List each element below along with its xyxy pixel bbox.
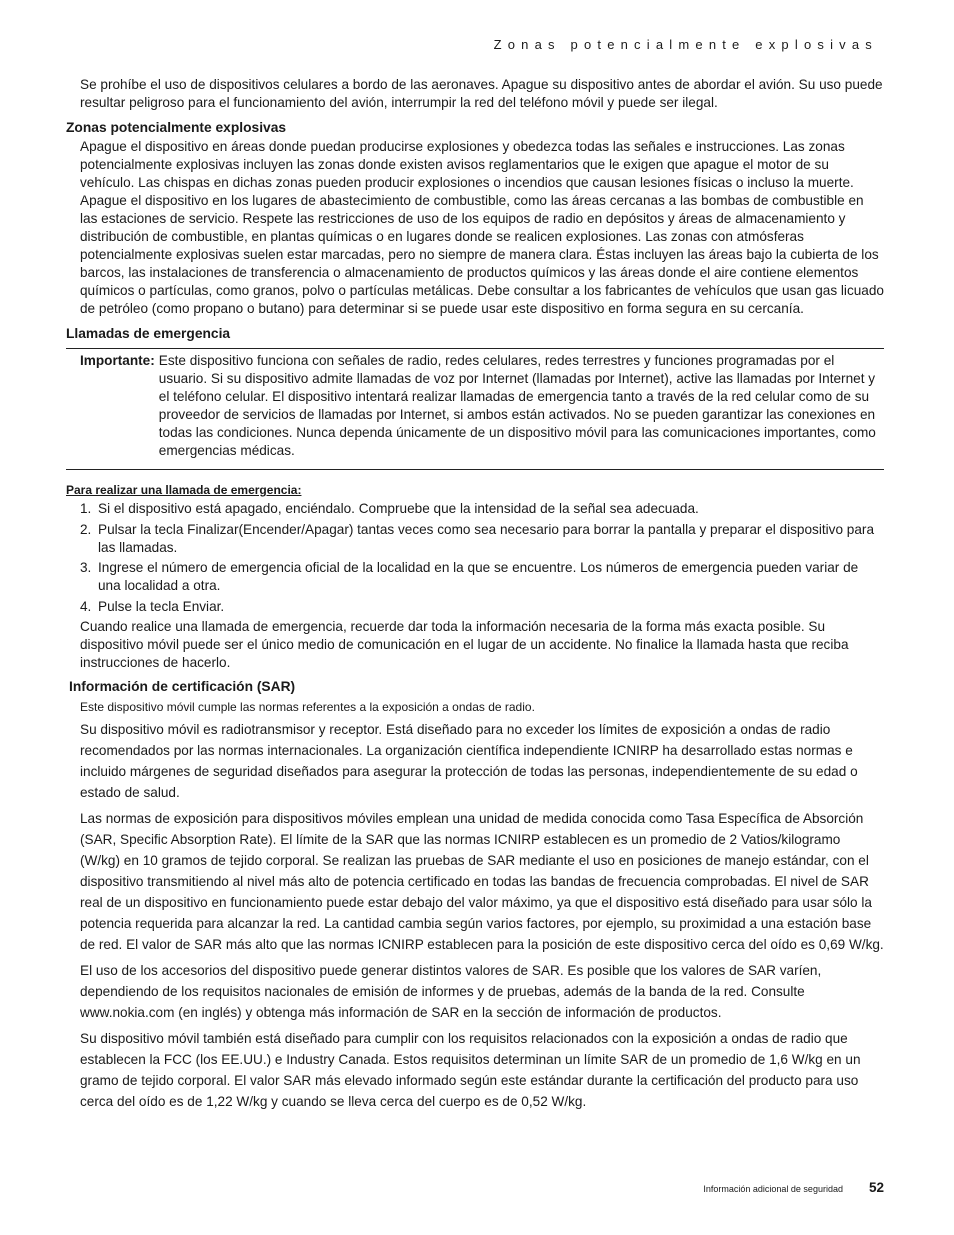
important-text: Este dispositivo funciona con señales de radio, redes celulares, redes terrestres y funciones programadas por el usuario. Si su dispositivo admite llamadas de voz por Internet (llamadas por Internet), active las llamadas por Internet y el teléfono celular. El dispositivo intentará realizar llamadas de emergencia tanto a través de la red celular como de su proveedor de servicios de llamadas por Internet, si ambos están activados. No se pueden garantizar las conexiones en todas las condiciones. Nunca dependa únicamente de un dispositivo móvil para las comunicaciones importantes, como emergencias médicas. [158, 353, 876, 458]
step-text: Si el dispositivo está apagado, enciéndalo. Compruebe que la intensidad de la señal sea adecuada. [98, 501, 699, 516]
important-notice [66, 348, 884, 470]
list-item [66, 598, 884, 616]
important-label: Importante: [80, 353, 155, 368]
emergency-calls-heading: Llamadas de emergencia [66, 326, 231, 341]
step-number: 2. [80, 521, 92, 537]
running-header: Zonas potencialmente explosivas [493, 37, 878, 52]
step-number: 3. [80, 560, 92, 575]
page-number: 52 [868, 1180, 884, 1195]
sar-heading: Información de certificación (SAR) [69, 679, 296, 694]
sar-paragraph: Las normas de exposición para dispositivos móviles emplean una unidad de medida conocida como Tasa Específica de Absorción (SAR, Specific Absorption Rate). El límite de la SAR que las normas ICNIRP establecen es un promedio de 2 Vatios/kilogramo (W/kg) en 10 gramos de tejido corporal. Se realizan las pruebas de SAR mediante el uso en posiciones de manejo estándar, con el dispositivo transmitiendo al nivel más alto de potencia certificado en todas las bandas de frecuencia comprobadas. El nivel de SAR real de un dispositivo en funcionamiento puede estar debajo del valor máximo, ya que el dispositivo está diseñado para usar sólo la potencia requerida para alcanzar la red. La cantidad cambia según varios factores, por ejemplo, su proximidad a una estación base de red. El valor de SAR más alto que las normas ICNIRP establecen para la posición de este dispositivo cerca del oído es 0,69 W/kg. [80, 811, 884, 952]
step-text: Ingrese el número de emergencia oficial de la localidad en la que se encuentre. Los números de emergencia pueden variar de una localidad a otra. [98, 560, 859, 593]
page-footer [703, 1180, 884, 1195]
explosive-zones-heading: Zonas potencialmente explosivas [66, 120, 287, 135]
list-item [66, 521, 884, 557]
list-item [66, 559, 884, 595]
sar-paragraph: El uso de los accesorios del dispositivo puede generar distintos valores de SAR. Es posible que los valores de SAR varíen, dependiendo de los requisitos nacionales de emisión de informes y de pruebas, además de la banda de la red. Consulte www.nokia.com (en inglés) y obtenga más información de SAR en la sección de información de productos. [80, 963, 822, 1020]
step-number: 4. [80, 598, 92, 614]
list-item [66, 500, 884, 518]
aircraft-paragraph: Se prohíbe el uso de dispositivos celulares a bordo de las aeronaves. Apague su dispositivo antes de abordar el avión. Su uso puede resultar peligroso para el funcionamiento del avión, interrumpir la red del teléfono móvil y puede ser ilegal. [80, 77, 883, 110]
step-text: Pulsar la tecla Finalizar(Encender/Apagar) tantas veces como sea necesario para borrar la pantalla y preparar el dispositivo para las llamadas. [98, 521, 874, 555]
sar-paragraph: Su dispositivo móvil también está diseñado para cumplir con los requisitos relacionados con la exposición a ondas de radio que establecen la FCC (los EE.UU.) e Industry Canada. Estos requisitos determinan un límite SAR de un promedio de 1,6 W/kg en un gramo de tejido corporal. El valor SAR más elevado informado según este estándar durante la certificación del producto para uso cerca del oído es de 1,22 W/kg y cuando se lleva cerca del cuerpo es de 0,52 W/kg. [80, 1031, 861, 1109]
emergency-steps-list [66, 500, 884, 616]
body-text [66, 76, 884, 1117]
sar-lead-paragraph: Este dispositivo móvil cumple las normas referentes a la exposición a ondas de radio. [80, 700, 535, 714]
explosive-zones-paragraph: Apague el dispositivo en áreas donde puedan producirse explosiones y obedezca todas las señales e instrucciones. Las zonas potencialmente explosivas incluyen las zonas donde existen avisos reglamentarios que le exigen que apague el motor de su vehículo. Las chispas en dichas zonas pueden producir explosiones o incendios que causan lesiones físicas o incluso la muerte. Apague el dispositivo en los lugares de abastecimiento de combustible, como las áreas cercanas a las bombas de combustible en las estaciones de servicio. Respete las restricciones de uso de los equipos de radio en depósitos y áreas de almacenamiento y distribución de combustible, en plantas químicas o en lugares donde se realicen explosiones. Las zonas con atmósferas potencialmente explosivas suelen estar marcadas, pero no siempre de manera clara. Éstas incluyen las áreas bajo la cubierta de los barcos, las instalaciones de transferencia o almacenamiento de productos químicos y las áreas donde el aire contiene elementos químicos o partículas, como granos, polvo o partículas metálicas. Debe consultar a los fabricantes de vehículos que usan gas licuado de petróleo (como propano o butano) para determinar si se puede usar este dispositivo en forma segura en su cercanía. [80, 139, 884, 316]
footer-section-label: Información adicional de seguridad [703, 1184, 843, 1194]
emergency-procedure-title: Para realizar una llamada de emergencia: [66, 483, 302, 497]
sar-paragraph: Su dispositivo móvil es radiotransmisor y receptor. Está diseñado para no exceder los límites de exposición a ondas de radio recomendados por las normas internacionales. La organización científica independiente ICNIRP ha desarrollado estas normas e incluido márgenes de seguridad diseñados para asegurar la protección de todas las personas, independientemente de su edad o estado de salud. [80, 722, 858, 800]
step-text: Pulse la tecla Enviar. [98, 598, 225, 614]
emergency-closing-paragraph: Cuando realice una llamada de emergencia, recuerde dar toda la información necesaria de la forma más exacta posible. Su dispositivo móvil puede ser el único medio de comunicación en el lugar de un accidente. No finalice la llamada hasta que reciba instrucciones de hacerlo. [80, 619, 849, 670]
step-number: 1. [80, 501, 92, 516]
